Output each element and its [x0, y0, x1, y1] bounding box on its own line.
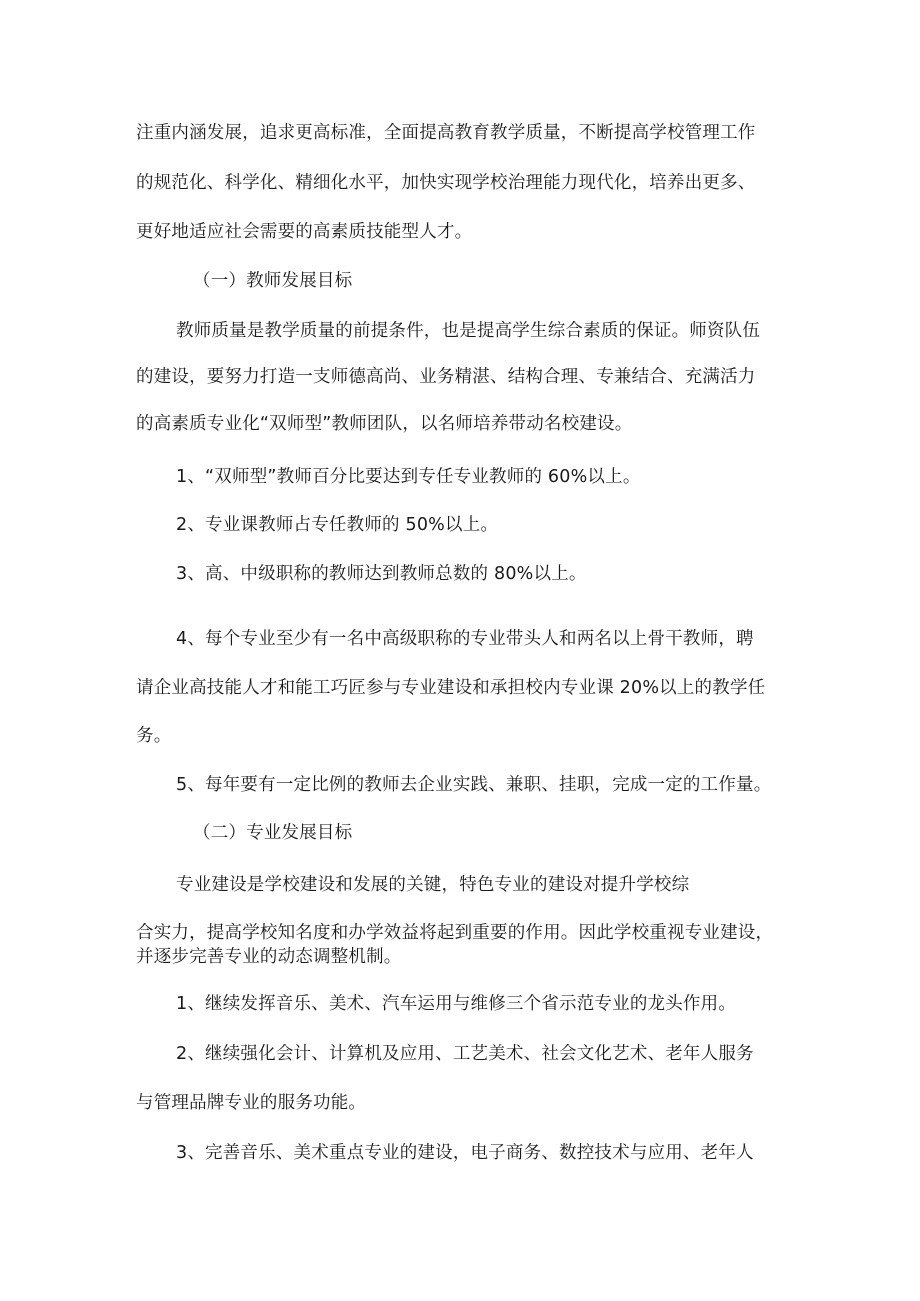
- paragraph-line: 并逐步完善专业的动态调整机制。: [136, 947, 402, 967]
- list-item: 2、继续强化会计、计算机及应用、工艺美术、社会文化艺术、老年人服务: [176, 1044, 754, 1064]
- paragraph-line: 的规范化、科学化、精细化水平，加快实现学校治理能力现代化，培养出更多、: [136, 173, 756, 193]
- paragraph-line: 专业建设是学校建设和发展的关键，特色专业的建设对提升学校综: [176, 875, 690, 895]
- paragraph-line: 更好地适应社会需要的高素质技能型人才。: [136, 222, 473, 242]
- list-item: 1、继续发挥音乐、美术、汽车运用与维修三个省示范专业的龙头作用。: [176, 994, 737, 1014]
- list-item: 1、“双师型”教师百分比要达到专任专业教师的 60%以上。: [176, 467, 641, 487]
- section-heading: （一）教师发展目标: [193, 271, 353, 291]
- paragraph-line: 教师质量是教学质量的前提条件，也是提高学生综合素质的保证。师资队伍: [176, 321, 761, 341]
- list-item: 3、高、中级职称的教师达到教师总数的 80%以上。: [176, 564, 587, 584]
- paragraph-line: 的建设，要努力打造一支师德高尚、业务精湛、结构合理、专兼结合、充满活力: [136, 367, 756, 387]
- paragraph-line: 注重内涵发展，追求更高标准，全面提高教育教学质量，不断提高学校管理工作: [136, 123, 756, 143]
- paragraph-line: 务。: [136, 726, 172, 746]
- paragraph-line: 的高素质专业化“双师型”教师团队，以名师培养带动名校建设。: [136, 414, 633, 434]
- paragraph-line: 请企业高技能人才和能工巧匠参与专业建设和承担校内专业课 20%以上的教学任: [136, 678, 766, 698]
- paragraph-line: 与管理品牌专业的服务功能。: [136, 1093, 367, 1113]
- paragraph-line: 合实力，提高学校知名度和办学效益将起到重要的作用。因此学校重视专业建设，: [136, 923, 774, 943]
- section-heading: （二）专业发展目标: [193, 823, 353, 843]
- list-item: 4、每个专业至少有一名中高级职称的专业带头人和两名以上骨干教师，聘: [176, 629, 754, 649]
- list-item: 2、专业课教师占专任教师的 50%以上。: [176, 515, 499, 535]
- list-item: 3、完善音乐、美术重点专业的建设，电子商务、数控技术与应用、老年人: [176, 1143, 754, 1163]
- list-item: 5、每年要有一定比例的教师去企业实践、兼职、挂职，完成一定的工作量。: [176, 775, 772, 795]
